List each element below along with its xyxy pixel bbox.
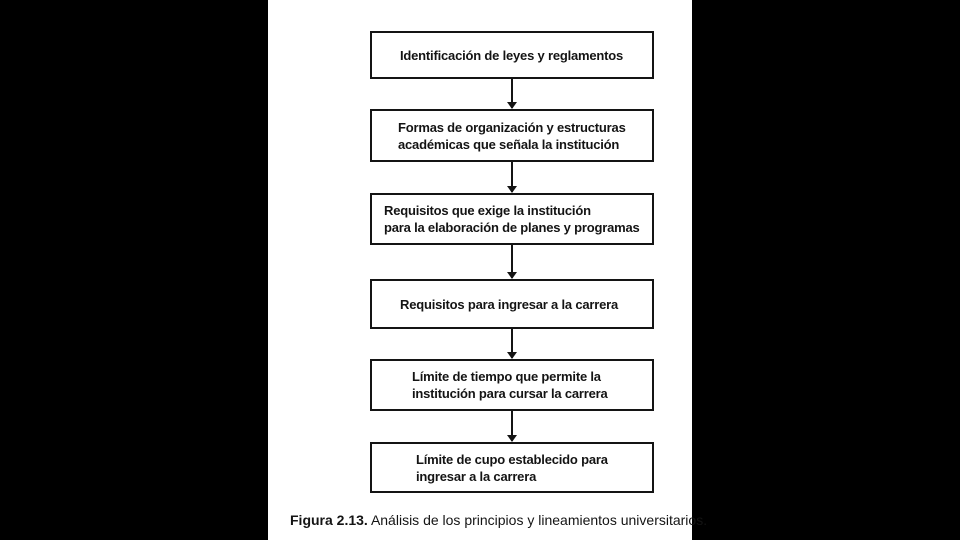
figure-caption-text: Análisis de los principios y lineamientos universitarios. (370, 512, 708, 528)
flow-arrow-4 (511, 329, 513, 358)
flow-arrow-3 (511, 245, 513, 278)
flow-arrow-2 (511, 162, 513, 192)
flow-step-3 (370, 193, 654, 245)
flow-step-1 (370, 31, 654, 79)
flow-step-2-line-1: Formas de organización y estructuras (398, 119, 626, 135)
flow-step-6-line-2: ingresar a la carrera (416, 468, 537, 484)
flow-step-2 (370, 109, 654, 162)
figure-caption-label: Figura 2.13. (290, 512, 368, 528)
flow-step-3-line-1: Requisitos que exige la institución (384, 203, 591, 218)
flow-step-6 (370, 442, 654, 493)
flow-step-3-line-2: para la elaboración de planes y programas (384, 220, 640, 235)
flow-step-4 (370, 279, 654, 329)
flow-step-5 (370, 359, 654, 411)
flow-step-2-line-2: académicas que señala la institución (398, 136, 620, 152)
flow-step-4-line-1: Requisitos para ingresar a la carrera (400, 296, 619, 312)
flow-arrow-5 (511, 411, 513, 441)
flow-step-5-line-2: institución para cursar la carrera (412, 386, 608, 401)
flow-step-5-line-1: Límite de tiempo que permite la (412, 369, 601, 384)
flow-arrow-1 (511, 79, 513, 108)
figure-caption (290, 512, 707, 528)
flow-step-1-line-1: Identificación de leyes y reglamentos (400, 47, 624, 63)
flow-step-6-line-1: Límite de cupo establecido para (416, 451, 608, 467)
